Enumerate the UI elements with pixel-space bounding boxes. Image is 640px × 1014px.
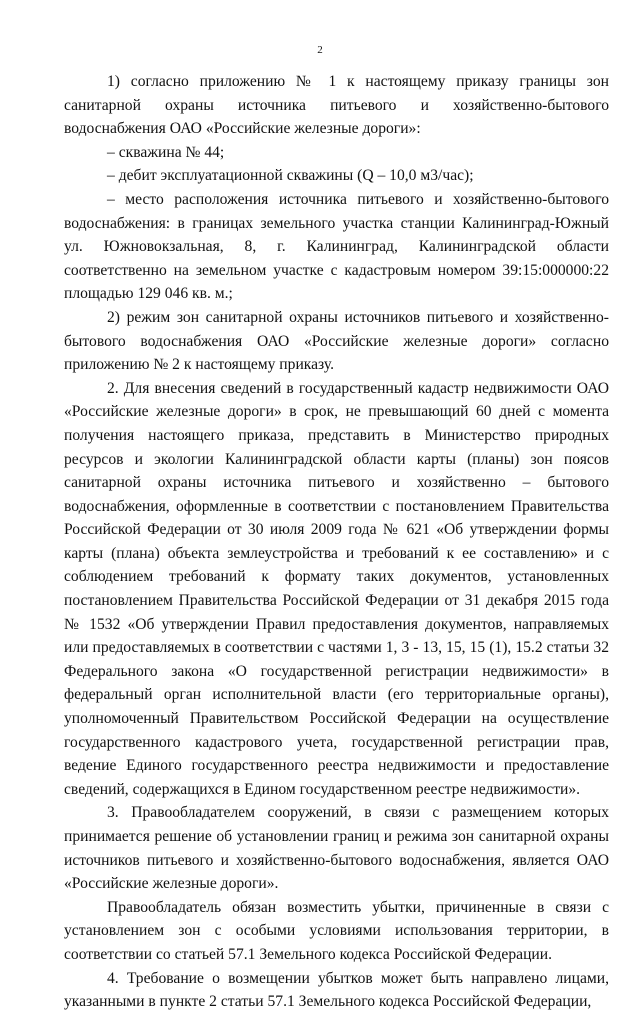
- list-item-debit: – дебит эксплуатационной скважины (Q – 10,0 м3/час);: [107, 167, 474, 185]
- document-body: [64, 70, 609, 1014]
- paragraph-item-1: 1) согласно приложению № 1 к настоящему приказу границы зон санитарной охраны источника питьевого и хозяйственно-бытового водоснабжения ОАО «Российские железные дороги»:: [64, 73, 609, 138]
- paragraph-section-4: 4. Требование о возмещении убытков может быть направлено лицами, указанными в пункте 2 статьи 57.1 Земельного кодекса Российской Федерации,: [64, 969, 609, 1011]
- list-item-location: – место расположения источника питьевого и хозяйственно-бытового водоснабжения: в границах земельного участка станции Калининград-Южный ул. Южновокзальная, 8, г. Калининград, Калининградской области соответственно на земельном участке с кадастровым номером 39:15:000000:22 площадью 129 046 кв. м.;: [64, 190, 609, 303]
- paragraph-section-2: 2. Для внесения сведений в государственный кадастр недвижимости ОАО «Российские железные дороги» в срок, не превышающий 60 дней с момента получения настоящего приказа, представить в Министерство природных ресурсов и экологии Калининградской области карты (планы) зон поясов санитарной охраны источника питьевого и хозяйственно – бытового водоснабжения, оформленные в соответствии с постановлением Правительства Российской Федерации от 30 июля 2009 года № 621 «Об утверждении формы карты (плана) объекта землеустройства и требований к ее составлению» и с соблюдением требований к формату таких документов, установленных постановлением Правительства Российской Федерации от 31 декабря 2015 года № 1532 «Об утверждении Правил предоставления документов, направляемых или предоставляемых в соответствии с частями 1, 3 - 13, 15, 15 (1), 15.2 статьи 32 Федерального закона «О государственной регистрации недвижимости» в федеральный орган исполнительной власти (его территориальные органы), уполномоченный Правительством Российской Федерации на осуществление государственного кадастрового учета, государственной регистрации прав, ведение Единого государственного реестра недвижимости и предоставление сведений, содержащихся в Едином государственном реестре недвижимости».: [64, 379, 609, 798]
- paragraph-compensation: Правообладатель обязан возместить убытки, причиненные в связи с установлением зон с особыми условиями использования территории, в соответствии со статьей 57.1 Земельного кодекса Российской Федерации.: [64, 898, 609, 963]
- list-item-well: – скважина № 44;: [107, 143, 225, 161]
- paragraph-item-2: 2) режим зон санитарной охраны источников питьевого и хозяйственно-бытового водоснабжения ОАО «Российские железные дороги» согласно приложению № 2 к настоящему приказу.: [64, 308, 609, 374]
- paragraph-section-3: 3. Правообладателем сооружений, в связи с размещением которых принимается решение об установлении границ и режима зон санитарной охраны источников питьевого и хозяйственно-бытового водоснабжения, является ОАО «Российские железные дороги».: [64, 804, 609, 893]
- page-number: 2: [317, 44, 323, 56]
